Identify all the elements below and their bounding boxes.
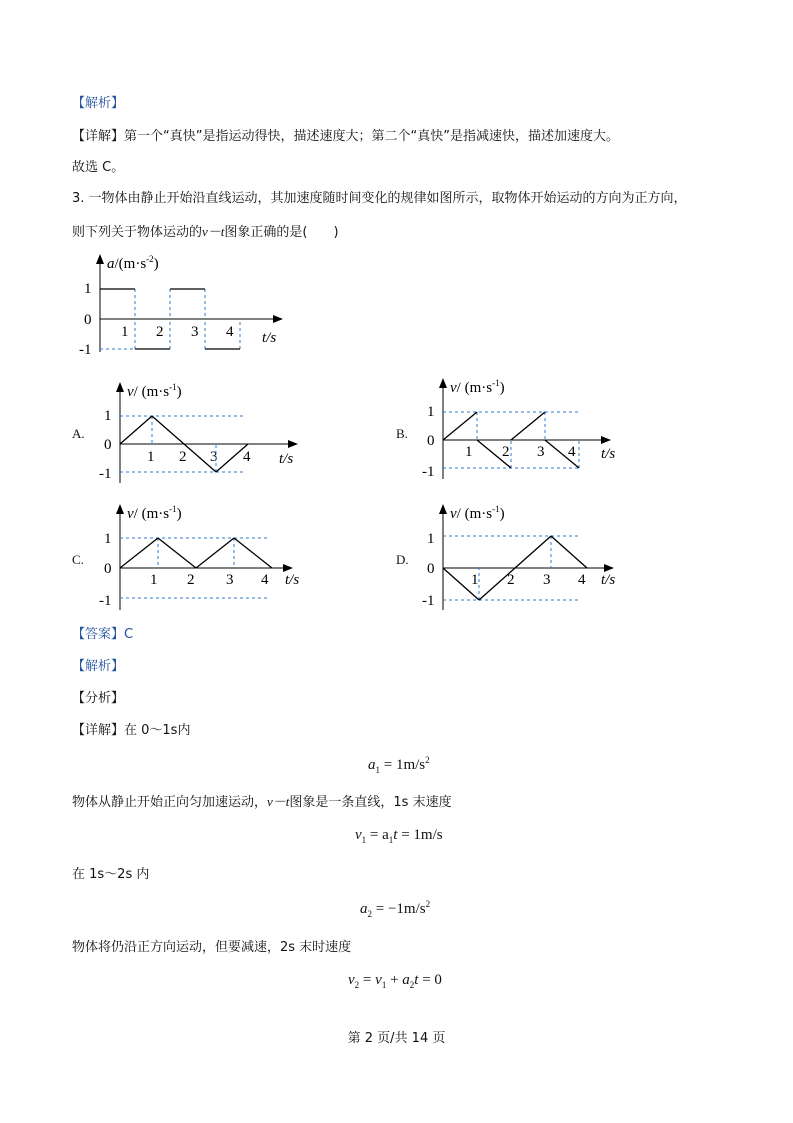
vb-tick-y-0: 0: [427, 433, 435, 449]
graph-option-b: [418, 374, 638, 484]
a-ylabel-exp: -2: [146, 254, 154, 264]
vc-series-segment-3: [234, 538, 272, 568]
vd-x-arrow: [604, 564, 614, 572]
va-xlabel: t/s: [279, 451, 294, 467]
question-line-1: 3. 一物体由静止开始沿直线运动，其加速度随时间变化的规律如图所示，取物体开始运动的方向为正方向，: [72, 191, 687, 206]
answer-text-3: 在 1s～2s 内: [72, 867, 150, 882]
va-tick-y-1: 1: [104, 408, 112, 424]
vb-tick-y-neg1: -1: [422, 464, 435, 480]
vd-tick-x-1: 1: [471, 572, 479, 588]
a-y-arrow: [96, 254, 104, 264]
vc-tick-x-2: 2: [187, 572, 195, 588]
a-ylabel: [107, 254, 159, 272]
question-line-2-pre: 则下列关于物体运动的: [72, 225, 203, 240]
vb-tick-x-4: 4: [568, 444, 576, 460]
vd-series-segment-2: [515, 536, 551, 568]
vc-xlabel: t/s: [285, 572, 300, 588]
a-tick-x-4: 4: [226, 324, 234, 340]
equation-4: $v_2 = v_1 + a_2t = 0$: [348, 972, 442, 990]
vd-tick-y-neg1: -1: [422, 593, 435, 609]
vc-tick-y-neg1: -1: [99, 593, 112, 609]
vc-x-arrow: [283, 564, 293, 572]
vc-tick-y-0: 0: [104, 561, 112, 577]
va-tick-x-3: 3: [210, 449, 218, 465]
answer-text-2: 物体从静止开始正向匀加速运动，v－t图象是一条直线，1s 末速度: [72, 794, 452, 810]
graph-option-a: [95, 378, 315, 488]
question-vt: v－t: [202, 224, 225, 239]
option-d-label: D.: [396, 552, 409, 567]
vb-xlabel: t/s: [601, 446, 616, 462]
a-tick-x-2: 2: [156, 324, 164, 340]
a-tick-y-1: 1: [84, 281, 92, 297]
equation-1: $a_1 = 1m/s^2$: [368, 755, 430, 775]
option-c-label: C.: [72, 552, 84, 567]
vc-series-segment-0: [120, 538, 158, 568]
question-line-2: [72, 223, 339, 242]
vd-ylabel: v/ $(m\cdot s^{-1})$: [450, 504, 505, 522]
va-ylabel: v/ $(m\cdot s^{-1})$: [127, 382, 182, 400]
vd-y-arrow: [439, 504, 447, 514]
detail-text: 【详解】第一个“真快”是指运动得快，描述速度大；第二个“真快”是指减速快，描述加速度大。: [72, 129, 619, 144]
a-tick-y-neg1: -1: [79, 342, 92, 358]
a-xlabel: t/s: [262, 330, 277, 346]
vd-tick-x-4: 4: [578, 572, 586, 588]
vd-xlabel: t/s: [601, 572, 616, 588]
page-footer: 第 2 页/共 14 页: [347, 1031, 446, 1046]
answer-analysis: 【解析】: [72, 659, 125, 674]
vb-tick-x-3: 3: [537, 444, 545, 460]
vb-tick-y-1: 1: [427, 404, 435, 420]
vc-tick-x-4: 4: [261, 572, 269, 588]
va-series-segment-1: [152, 416, 184, 444]
va-tick-x-4: 4: [243, 449, 251, 465]
answer-detail-1: 【详解】在 0～1s内: [72, 723, 191, 738]
a-x-arrow: [273, 315, 283, 323]
vb-x-arrow: [601, 436, 611, 444]
acceleration-graph: [75, 250, 310, 362]
va-tick-y-neg1: -1: [99, 466, 112, 482]
vb-ylabel: v/ $(m\cdot s^{-1})$: [450, 378, 505, 396]
vb-series-segment-4: [511, 412, 545, 440]
equation-3: $a_2 = -1m/s^2$: [360, 899, 431, 919]
option-a-label: A.: [72, 426, 85, 441]
vb-series-segment-0: [443, 412, 477, 440]
vd-series-segment-3: [551, 536, 587, 568]
vc-tick-y-1: 1: [104, 531, 112, 547]
a-ylabel-var: a: [107, 256, 115, 272]
vb-tick-x-2: 2: [502, 444, 510, 460]
vc-y-arrow: [116, 504, 124, 514]
option-b-label: B.: [396, 426, 408, 441]
vc-tick-x-1: 1: [150, 572, 158, 588]
vd-tick-y-1: 1: [427, 531, 435, 547]
equation-2: $v_1 = a_1t = 1m/s$: [355, 827, 443, 845]
conclusion: 故选 C。: [72, 160, 125, 175]
a-ylabel-unit: /(m·s: [114, 256, 147, 272]
vc-series-segment-2: [196, 538, 234, 568]
vd-tick-x-2: 2: [507, 572, 515, 588]
vb-y-arrow: [439, 378, 447, 388]
vc-tick-x-3: 3: [226, 572, 234, 588]
vd-tick-y-0: 0: [427, 561, 435, 577]
vc-ylabel: v/ $(m\cdot s^{-1})$: [127, 504, 182, 522]
answer-fenxi: 【分析】: [72, 691, 125, 706]
va-x-arrow: [288, 440, 298, 448]
question-line-2-post: 图象正确的是( ): [224, 225, 339, 240]
va-tick-x-2: 2: [179, 449, 187, 465]
va-tick-x-1: 1: [147, 449, 155, 465]
a-ylabel-close: ): [153, 256, 159, 272]
graph-option-d: [418, 500, 638, 615]
analysis-label: 【解析】: [72, 96, 125, 111]
vc-series-segment-1: [158, 538, 196, 568]
answer-label: 【答案】C: [72, 627, 134, 642]
answer-text-4: 物体将仍沿正方向运动，但要减速，2s 末时速度: [72, 940, 352, 955]
va-series-segment-0: [120, 416, 152, 444]
va-tick-y-0: 0: [104, 437, 112, 453]
vd-tick-x-3: 3: [543, 572, 551, 588]
va-y-arrow: [116, 382, 124, 392]
graph-option-c: [95, 500, 315, 615]
a-tick-y-0: 0: [84, 312, 92, 328]
vb-tick-x-1: 1: [465, 444, 473, 460]
a-tick-x-3: 3: [191, 324, 199, 340]
a-tick-x-1: 1: [121, 324, 129, 340]
